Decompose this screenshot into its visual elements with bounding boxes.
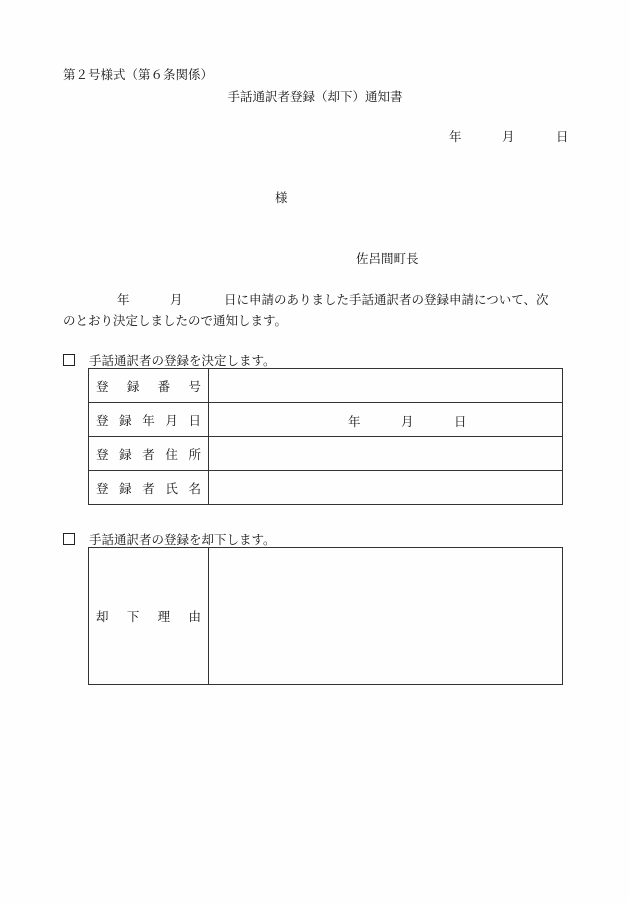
body-text-line1: 日に申請のありました手話通訳者の登録申請について、次 (224, 292, 549, 307)
reg-date-month: 月 (401, 414, 414, 429)
reject-checkbox[interactable] (63, 533, 75, 545)
registration-number-label: 登 録 番 号 (89, 369, 209, 403)
reject-label: 手話通訳者の登録を却下します。 (89, 532, 276, 547)
approve-option[interactable] (63, 351, 276, 369)
rejection-reason-field[interactable] (209, 548, 563, 685)
date-day-label: 日 (556, 129, 569, 144)
rejection-table (88, 547, 563, 685)
registrant-address-label: 登 録 者 住 所 (89, 437, 209, 471)
issuer-name: 佐呂間町長 (356, 251, 419, 266)
body-month-label: 月 (170, 292, 183, 307)
form-number: 第２号様式（第６条関係） (63, 67, 214, 82)
registrant-name-label: 登 録 者 氏 名 (89, 471, 209, 505)
body-text-line2: のとおり決定しましたので通知します。 (63, 313, 288, 328)
addressee-suffix: 様 (275, 190, 288, 205)
reject-option[interactable] (63, 530, 276, 548)
registrant-address-field[interactable] (209, 437, 563, 471)
table-row (89, 548, 563, 685)
registrant-name-field[interactable] (209, 471, 563, 505)
table-row (89, 403, 563, 437)
rejection-reason-label: 却 下 理 由 (89, 548, 209, 685)
date-year-label: 年 (449, 129, 462, 144)
approve-checkbox[interactable] (63, 354, 75, 366)
reg-date-year: 年 (348, 414, 361, 429)
registration-date-field[interactable] (209, 403, 563, 437)
table-row (89, 437, 563, 471)
table-row (89, 369, 563, 403)
reg-date-day: 日 (454, 414, 467, 429)
date-month-label: 月 (502, 129, 515, 144)
document-title: 手話通訳者登録（却下）通知書 (227, 89, 403, 104)
approve-label: 手話通訳者の登録を決定します。 (89, 353, 276, 368)
registration-table (88, 368, 563, 505)
registration-date-label: 登 録 年 月 日 (89, 403, 209, 437)
registration-number-field[interactable] (209, 369, 563, 403)
table-row (89, 471, 563, 505)
body-year-label: 年 (117, 292, 130, 307)
